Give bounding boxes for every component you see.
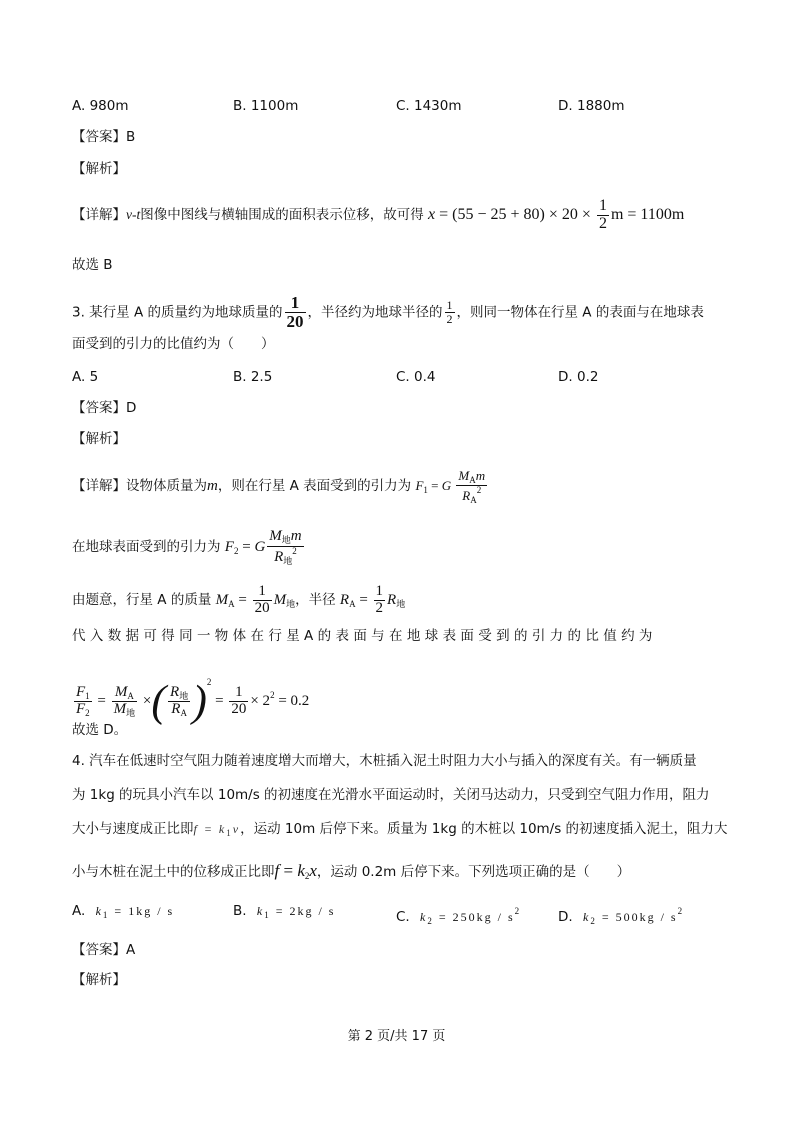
answer-value: D (126, 400, 137, 416)
detail-text: 图像中图线与横轴围成的面积表示位移，故可得 (140, 206, 424, 223)
q4-stem-line4 (72, 858, 630, 889)
q4-option-d: D. $k_2 = 500kg / s^2$ (558, 906, 685, 926)
q3-option-c: C. 0.4 (396, 369, 436, 385)
vt-label: v-t (126, 206, 141, 222)
answer-tag: 【答案】 (72, 400, 126, 416)
mass-symbol: m (207, 478, 218, 494)
q4-stem-line1: 4. 汽车在低速时空气阻力随着速度增大而增大，木桩插入泥土时阻力大小与插入的深度有关。有一辆质量 (72, 753, 697, 769)
q4-stem-line2: 为 1kg 的玩具小汽车以 10m/s 的初速度在光滑水平面运动时，关闭马达动力，只受到空气阻力作用，阻力 (72, 787, 710, 803)
ratio-formula: $\frac{F_1}{F_2}$ = $\frac{M_A}{M_地}$ ×( $\frac{R_地}{R_A}$ )$^2$ = $\frac{1}{20}$ × $2^2 = 0.2$ (76, 676, 310, 726)
q2-detail (72, 198, 684, 233)
q3-detail (72, 466, 489, 510)
answer-tag: 【答案】 (72, 129, 126, 145)
stem-line4-post: ，运动 0.2m 后停下来。下列选项正确的是（ ） (316, 864, 631, 880)
option-letter: B. (233, 903, 247, 919)
answer-value: A (126, 942, 136, 958)
q2-analysis-tag: 【解析】 (72, 161, 126, 177)
q4-stem-line3 (72, 819, 728, 843)
displacement-formula: x = (55 − 25 + 80) × 20 × $\frac{1}{2}$ m = 1100m (428, 197, 685, 232)
q2-option-b: B. 1100m (233, 98, 299, 114)
q4-answer (72, 940, 135, 960)
q3-analysis-tag: 【解析】 (72, 431, 126, 447)
q3-stem-post: ，则同一物体在行星 A 的表面与在地球表 (456, 304, 704, 321)
q3-option-a: A. 5 (72, 369, 99, 385)
page-footer: 第 2 页/共 17 页 (347, 1029, 446, 1044)
stem-line3-post: ，运动 10m 后停下来。质量为 1kg 的木桩以 10m/s 的初速度插入泥土，阻力大 (240, 821, 728, 837)
q3-option-d: D. 0.2 (558, 369, 599, 385)
q3-earth-force (72, 527, 306, 571)
air-resistance-formula: $f = k_1v$ (193, 822, 241, 838)
answer-value: B (126, 129, 136, 145)
q2-answer (72, 127, 135, 147)
detail-pre: 设物体质量为 (126, 478, 207, 494)
mass-ratio-fraction: $\frac{1}{20}$ (286, 293, 304, 331)
q2-option-a: A. 980m (72, 98, 129, 114)
q3-answer (72, 398, 136, 418)
option-letter: C. (396, 909, 410, 925)
q3-stem-pre: 3. 某行星 A 的质量约为地球质量的 (72, 304, 283, 321)
q4-option-a: A. $k_1 = 1kg / s$ (72, 903, 175, 920)
detail-mid: ，则在行星 A 表面受到的引力为 (217, 478, 412, 494)
q2-option-c: C. 1430m (396, 98, 462, 114)
q2-option-d: D. 1880m (558, 98, 625, 114)
q2-conclusion: 故选 B (72, 257, 113, 273)
q3-substitute (72, 626, 657, 646)
q3-stem-line1 (72, 294, 704, 331)
earth-force-formula: $F_2 = G$ $\frac{M_地m}{R_地^2}$ (224, 528, 302, 566)
q3-option-b: B. 2.5 (233, 369, 273, 385)
q3-conclusion: 故选 D。 (72, 722, 128, 738)
detail-tag: 【详解】 (72, 478, 126, 494)
q4-option-b: B. $k_1 = 2kg / s$ (233, 903, 336, 920)
detail-tag: 【详解】 (72, 206, 126, 223)
stem-line4-pre: 小与木桩在泥土中的位移成正比即 (72, 864, 275, 880)
earth-force-text: 在地球表面受到的引力为 (72, 539, 221, 555)
mass-relation: $M_A$ = $\frac{1}{20}$ $M_地$ (215, 583, 296, 617)
substitute-text: 代入数据可得同一物体在行星A的表面与在地球表面受到的引力的比值约为 (72, 628, 657, 644)
given-pre: 由题意，行星 A 的质量 (72, 592, 212, 608)
q4-analysis-tag: 【解析】 (72, 972, 126, 988)
answer-tag: 【答案】 (72, 942, 126, 958)
planet-force-formula: $F_1 = G$ $\frac{M_Am}{R_A^2}$ (415, 467, 486, 506)
radius-relation: $R_A$ = $\frac{1}{2}$ $R_地$ (339, 583, 406, 617)
q4-option-c: C. $k_2 = 250kg / s^2$ (396, 906, 522, 926)
stem-line3-pre: 大小与速度成正比即 (72, 821, 194, 837)
option-letter: D. (558, 909, 573, 925)
q3-stem-mid: ，半径约为地球半径的 (307, 304, 443, 321)
given-mid: ，半径 (295, 592, 336, 608)
radius-ratio-fraction: $\frac{1}{2}$ (446, 298, 453, 326)
q3-given (72, 582, 405, 622)
q3-stem-line2: 面受到的引力的比值约为（ ） (72, 336, 275, 352)
option-letter: A. (72, 903, 86, 919)
soil-resistance-formula: $f = k_2x$ (274, 861, 317, 881)
